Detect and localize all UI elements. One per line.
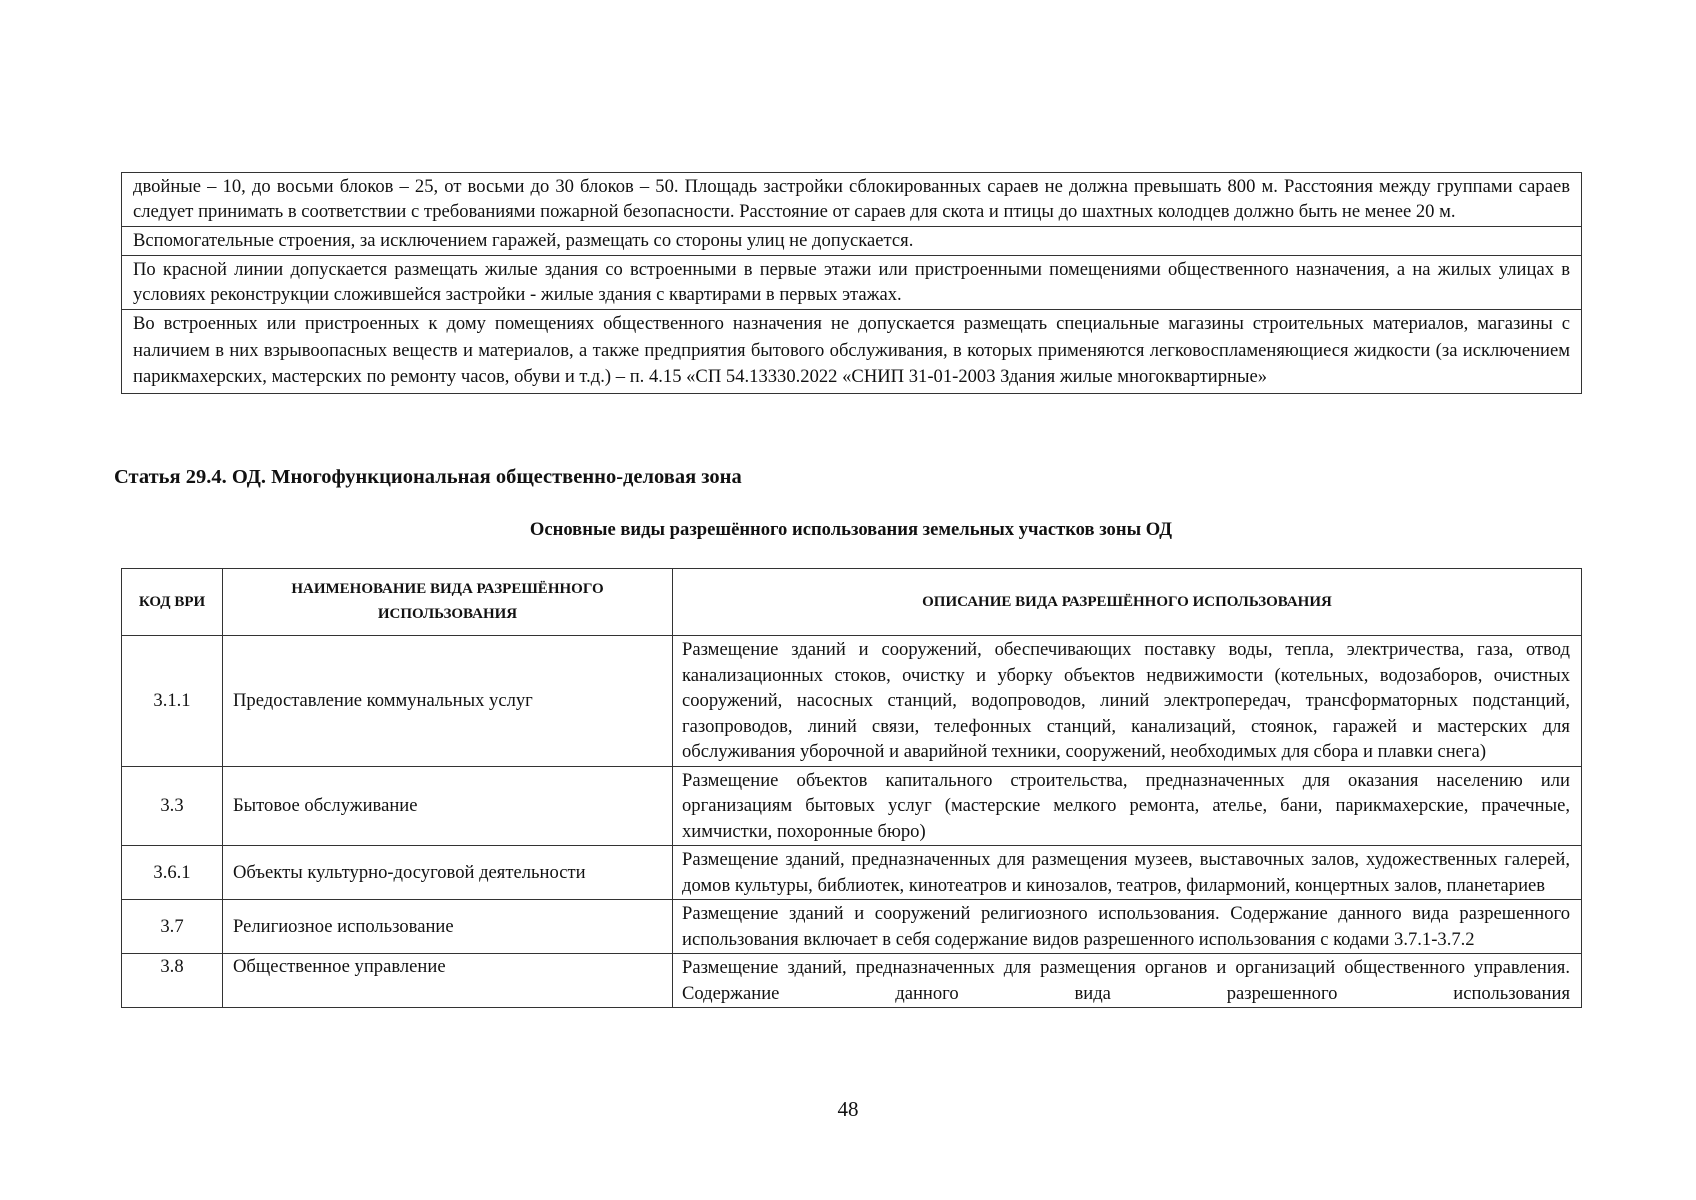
table-row — [122, 636, 1582, 767]
row-description: Размещение зданий и сооружений, обеспечивающих поставку воды, тепла, электричества, газа, отвод канализационных стоков, очистку и уборку объектов недвижимости (котельных, водозаборов, очистных сооружений, насосных станций, водопроводов, линий электропередач, трансформаторных подстанций, газопроводов, линий связи, телефонных станций, канализаций, стоянок, гаражей и мастерских для обслуживания уборочной и аварийной техники, сооружений, необходимых для сбора и плавки снега) — [673, 636, 1582, 767]
row-description: Размещение зданий, предназначенных для размещения музеев, выставочных залов, художественных галерей, домов культуры, библиотек, кинотеатров и кинозалов, театров, филармоний, концертных залов, планетариев — [673, 846, 1582, 900]
table-cell: Во встроенных или пристроенных к дому помещениях общественного назначения не допускается размещать специальные магазины строительных материалов, магазины с наличием в них взрывоопасных веществ и материалов, а также предприятия бытового обслуживания, в которых применяются легковоспламеняющиеся жидкости (за исключением парикмахерских, мастерских по ремонту часов, обуви и т.д.) – п. 4.15 «СП 54.13330.2022 «СНИП 31-01-2003 Здания жилые многоквартирные» — [122, 310, 1582, 394]
table-header-row — [122, 569, 1582, 636]
row-name: Бытовое обслуживание — [223, 766, 673, 846]
table-row — [122, 256, 1582, 310]
table-row — [122, 227, 1582, 256]
row-code: 3.6.1 — [122, 846, 223, 900]
header-description: ОПИСАНИЕ ВИДА РАЗРЕШЁННОГО ИСПОЛЬЗОВАНИЯ — [673, 569, 1582, 636]
table-cell: Вспомогательные строения, за исключением гаражей, размещать со стороны улиц не допускается. — [122, 227, 1582, 256]
table-row — [122, 846, 1582, 900]
table-cell: двойные – 10, до восьми блоков – 25, от восьми до 30 блоков – 50. Площадь застройки сблокированных сараев не должна превышать 800 м. Расстояния между группами сараев следует принимать в соответствии с требованиями пожарной безопасности. Расстояние от сараев для скота и птицы до шахтных колодцев должно быть не менее 20 м. — [122, 173, 1582, 227]
row-code: 3.7 — [122, 900, 223, 954]
row-description: Размещение объектов капитального строительства, предназначенных для оказания населению или организациям бытовых услуг (мастерские мелкого ремонта, ателье, бани, парикмахерские, прачечные, химчистки, похоронные бюро) — [673, 766, 1582, 846]
table-row — [122, 766, 1582, 846]
table-row — [122, 310, 1582, 394]
row-description: Размещение зданий и сооружений религиозного использования. Содержание данного вида разрешенного использования включает в себя содержание видов разрешенного использования с кодами 3.7.1-3.7.2 — [673, 900, 1582, 954]
article-title: Статья 29.4. ОД. Многофункциональная общественно-деловая зона — [114, 466, 742, 488]
row-code: 3.8 — [122, 954, 223, 1008]
table-row — [122, 900, 1582, 954]
permitted-uses-table — [121, 568, 1582, 1008]
row-code: 3.3 — [122, 766, 223, 846]
row-description: Размещение зданий, предназначенных для размещения органов и организаций общественного управления. Содержание данного вида разрешенного использования — [673, 954, 1582, 1008]
table-row — [122, 173, 1582, 227]
table-title: Основные виды разрешённого использования земельных участков зоны ОД — [529, 519, 1173, 540]
continuation-table — [121, 172, 1582, 394]
page-number: 48 — [837, 1097, 859, 1121]
table-row — [122, 954, 1582, 1008]
header-name: НАИМЕНОВАНИЕ ВИДА РАЗРЕШЁННОГО ИСПОЛЬЗОВАНИЯ — [223, 569, 673, 636]
row-name: Объекты культурно-досуговой деятельности — [223, 846, 673, 900]
table-cell: По красной линии допускается размещать жилые здания со встроенными в первые этажи или пристроенными помещениями общественного назначения, а на жилых улицах в условиях реконструкции сложившейся застройки - жилые здания с квартирами в первых этажах. — [122, 256, 1582, 310]
header-code: КОД ВРИ — [122, 569, 223, 636]
row-name: Предоставление коммунальных услуг — [223, 636, 673, 767]
row-code: 3.1.1 — [122, 636, 223, 767]
row-name: Религиозное использование — [223, 900, 673, 954]
row-name: Общественное управление — [223, 954, 673, 1008]
